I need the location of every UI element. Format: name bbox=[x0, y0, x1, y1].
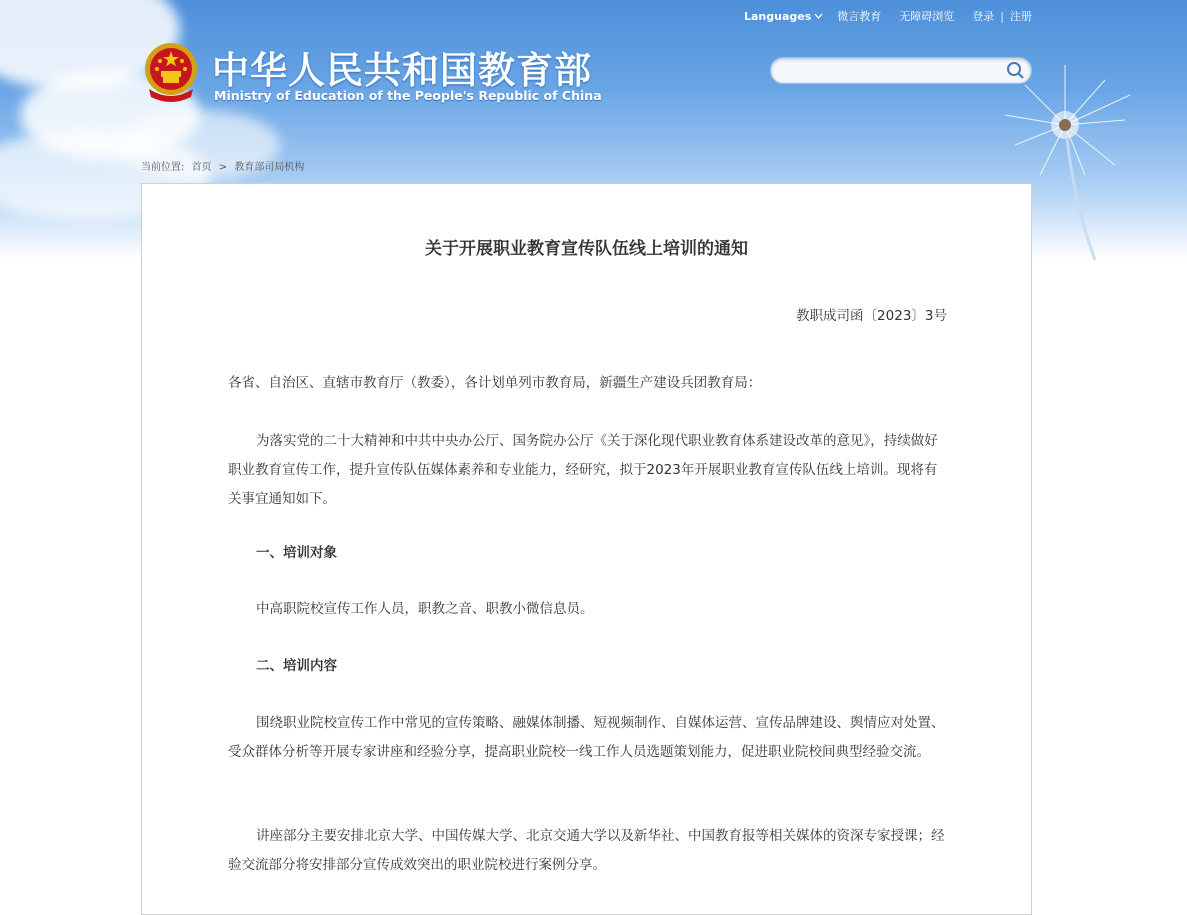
article-container bbox=[141, 183, 1032, 915]
languages-label: Languages bbox=[744, 9, 812, 23]
login-link[interactable]: 登录 bbox=[972, 10, 995, 23]
section-1-heading: 一、培训对象 bbox=[256, 545, 337, 561]
section-2-text-2: 讲座部分主要安排北京大学、中国传媒大学、北京交通大学以及新华社、中国教育报等相关媒体的资深专家授课；经验交流部分将安排部分宣传成效突出的职业院校进行案例分享。 bbox=[228, 828, 945, 873]
section-2-heading: 二、培训内容 bbox=[256, 658, 337, 674]
section-1-text: 中高职院校宣传工作人员，职教之音、职教小微信息员。 bbox=[256, 601, 594, 617]
breadcrumb-current[interactable]: 教育部司局机构 bbox=[234, 162, 305, 173]
register-link[interactable]: 注册 bbox=[1010, 10, 1032, 23]
section-2-text: 围绕职业院校宣传工作中常见的宣传策略、融媒体制播、短视频制作、自媒体运营、宣传品牌建设、舆情应对处置、受众群体分析等开展专家讲座和经验分享，提高职业院校一线工作人员选题策划能力，促进职业院校间典型经验交流。 bbox=[228, 715, 945, 760]
weixin-link[interactable]: 微言教育 bbox=[837, 10, 882, 23]
languages-menu[interactable] bbox=[744, 10, 823, 23]
document-number: 教职成司函〔2023〕3号 bbox=[796, 308, 947, 324]
chevron-down-icon bbox=[814, 13, 823, 19]
search-input[interactable] bbox=[783, 58, 1007, 83]
accessible-link[interactable]: 无障碍浏览 bbox=[899, 10, 955, 23]
intro-paragraph: 为落实党的二十大精神和中共中央办公厅、国务院办公厅《关于深化现代职业教育体系建设改革的意见》，持续做好职业教育宣传工作，提升宣传队伍媒体素养和专业能力，经研究，拟于2023年开展职业教育宣传队伍线上培训。现将有关事宜通知如下。 bbox=[228, 433, 938, 507]
national-emblem-icon bbox=[143, 41, 199, 103]
breadcrumb-home[interactable]: 首页 bbox=[191, 162, 212, 173]
salutation: 各省、自治区、直辖市教育厅（教委），各计划单列市教育局，新疆生产建设兵团教育局： bbox=[228, 375, 762, 391]
breadcrumb-arrow: > bbox=[218, 162, 228, 173]
site-title-en: Ministry of Education of the People's Republic of China bbox=[214, 88, 602, 103]
article-title: 关于开展职业教育宣传队伍线上培训的通知 bbox=[425, 239, 748, 259]
site-title-cn[interactable]: 中华人民共和国教育部 bbox=[212, 49, 592, 92]
nav-separator: | bbox=[1000, 9, 1004, 23]
breadcrumb-label: 当前位置: bbox=[141, 162, 185, 173]
top-nav bbox=[744, 8, 1032, 24]
breadcrumb bbox=[141, 158, 308, 173]
